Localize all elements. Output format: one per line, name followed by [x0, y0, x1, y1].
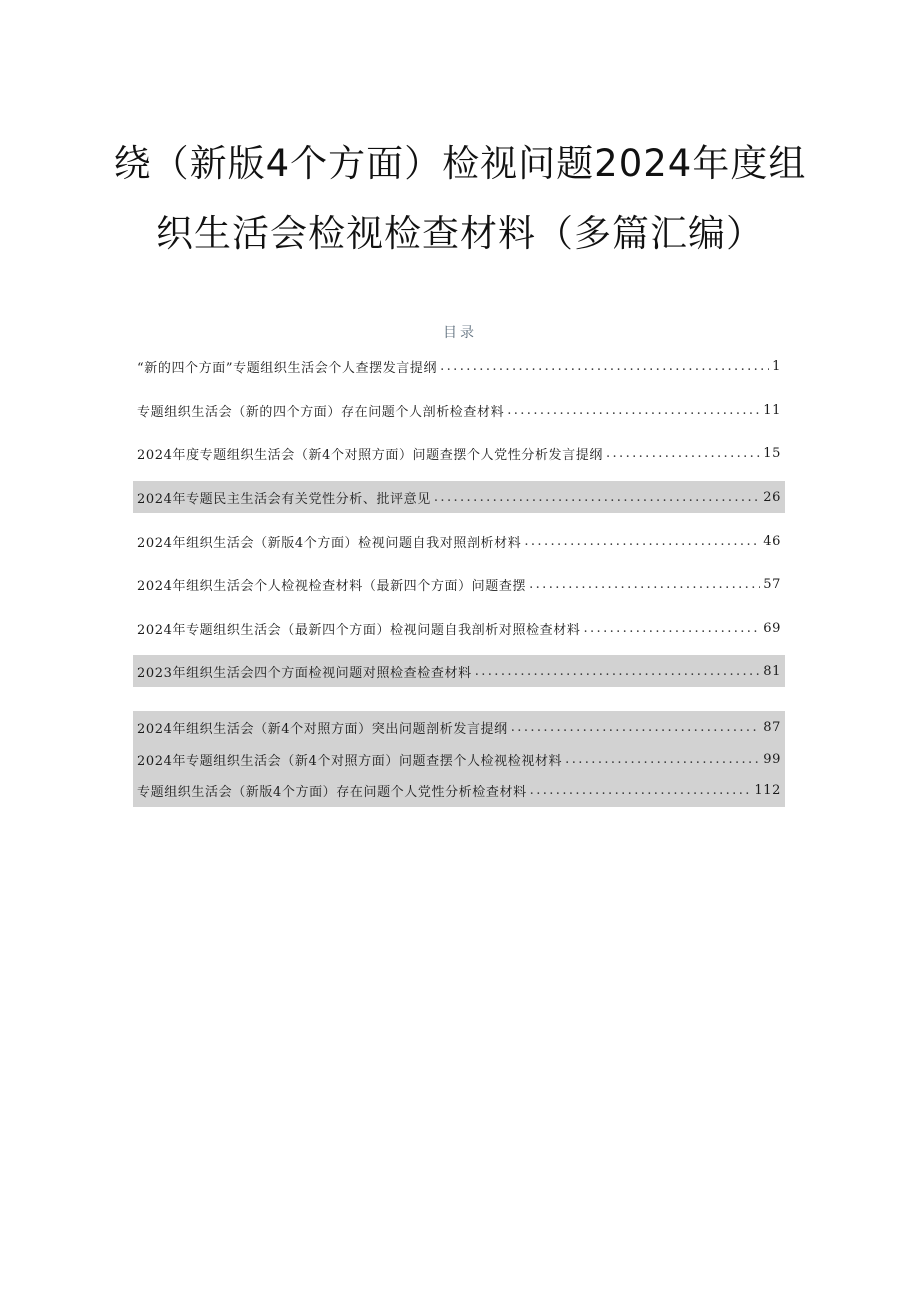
toc-entry[interactable] [133, 716, 785, 738]
toc-entry[interactable] [133, 748, 785, 770]
toc-entry-text: 2024年专题民主生活会有关党性分析、批评意见 [137, 491, 431, 507]
toc-leader-dots [511, 720, 760, 735]
toc-entry-text: 2024年专题组织生活会（最新四个方面）检视问题自我剖析对照检查材料 [137, 622, 581, 638]
toc-entry-page: 46 [763, 533, 781, 549]
toc-entry-text: 2024年组织生活会（新4个对照方面）突出问题剖析发言提纲 [137, 721, 508, 737]
toc-leader-dots [565, 752, 760, 767]
toc-entry-page: 99 [763, 751, 781, 767]
toc-entry[interactable] [133, 442, 785, 464]
toc-entry[interactable] [133, 617, 785, 639]
toc-leader-dots [583, 621, 760, 636]
toc-entry-text: 2024年组织生活会（新版4个方面）检视问题自我对照剖析材料 [137, 535, 522, 551]
document-title-line-1: 绕（新版4个方面）检视问题2024年度组 [113, 142, 807, 185]
toc-leader-dots [529, 577, 760, 592]
toc-entry-text: 专题组织生活会（新的四个方面）存在问题个人剖析检查材料 [137, 404, 505, 420]
toc-entry[interactable] [133, 399, 785, 421]
toc-entry-page: 1 [772, 358, 781, 374]
toc-entry[interactable] [133, 573, 785, 595]
toc-entry-page: 26 [763, 489, 781, 505]
toc-leader-dots [606, 446, 760, 461]
toc-leader-dots [530, 783, 752, 798]
toc-entry[interactable] [133, 655, 785, 687]
document-title-line-2: 织生活会检视检查材料（多篇汇编） [156, 212, 764, 255]
toc-entry-text: 2024年组织生活会个人检视检查材料（最新四个方面）问题查摆 [137, 578, 527, 594]
toc-entry-text: 2023年组织生活会四个方面检视问题对照检查检查材料 [137, 665, 472, 681]
toc-entry-page: 57 [763, 576, 781, 592]
toc-entry[interactable] [133, 779, 785, 801]
toc-entry-text: 2024年专题组织生活会（新4个对照方面）问题查摆个人检视检视材料 [137, 753, 563, 769]
toc-entry-page: 81 [763, 663, 781, 679]
toc-leader-dots [507, 403, 760, 418]
toc-entry[interactable] [133, 355, 785, 377]
toc-entry-page: 15 [763, 445, 781, 461]
toc-entry-text: “新的四个方面”专题组织生活会个人查摆发言提纲 [137, 360, 438, 376]
toc-leader-dots [434, 490, 760, 505]
toc-entry-page: 11 [763, 402, 781, 418]
toc-leader-dots [440, 359, 769, 374]
toc-entry-text: 专题组织生活会（新版4个方面）存在问题个人党性分析检查材料 [137, 784, 527, 800]
toc-entry-page: 87 [763, 719, 781, 735]
toc-entry[interactable] [133, 530, 785, 552]
toc-heading: 目录 [443, 325, 477, 341]
toc-entry[interactable] [133, 481, 785, 513]
toc-entry-text: 2024年度专题组织生活会（新4个对照方面）问题查摆个人党性分析发言提纲 [137, 447, 603, 463]
toc-entry-page: 69 [763, 620, 781, 636]
toc-leader-dots [524, 534, 760, 549]
toc-entry-page: 112 [754, 782, 781, 798]
toc-leader-dots [475, 664, 761, 679]
